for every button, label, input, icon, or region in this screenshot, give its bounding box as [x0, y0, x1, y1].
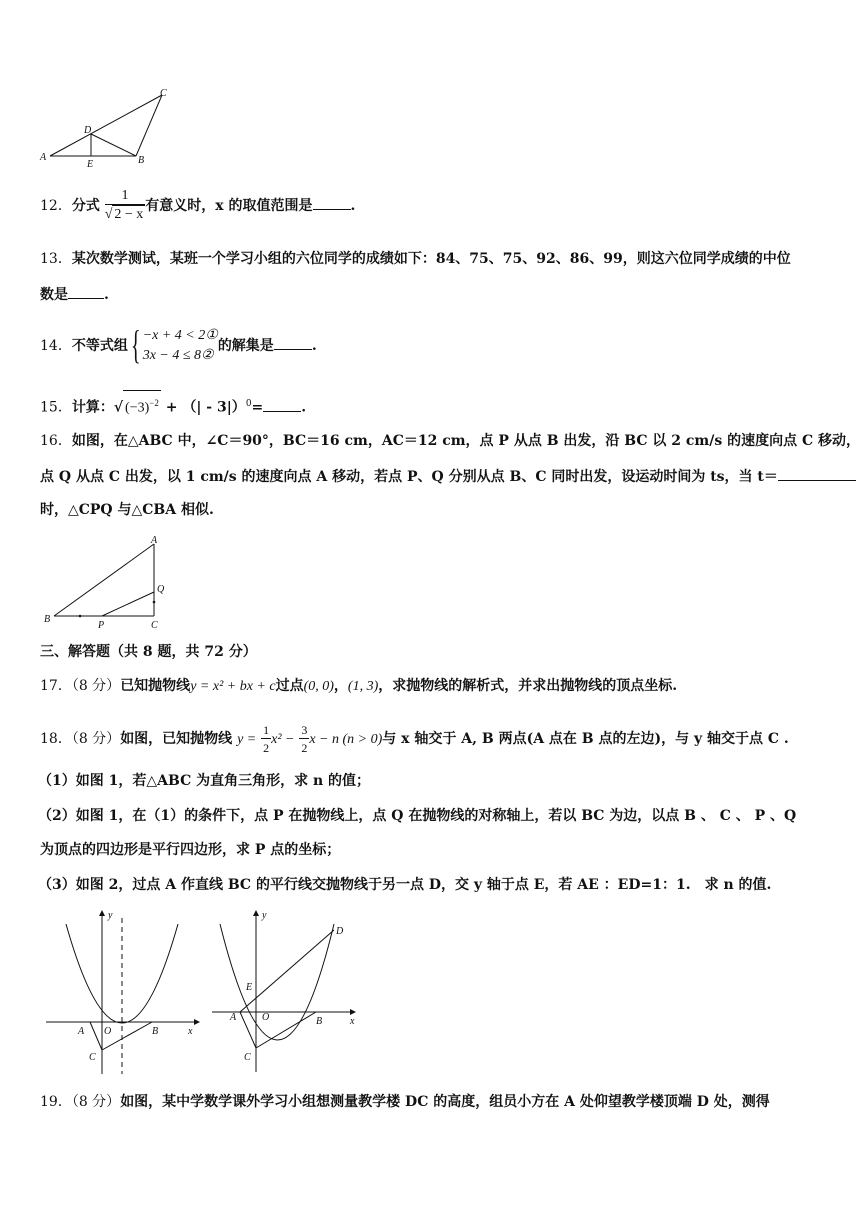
question-16-line1 [40, 431, 860, 451]
question-18-part3: （3）如图 2，过点 A 作直线 BC 的平行线交抛物线于另一点 D，交 y 轴于点 E，若 AE ：ED=1：1. 求 n 的值. [38, 877, 772, 893]
q17-mid: 过点 [275, 678, 304, 694]
label-P: P [98, 620, 105, 631]
q18-frac1-num: 1 [263, 722, 270, 737]
q14-prefix: 不等式组 [71, 338, 128, 354]
triangle-figure-16 [40, 534, 180, 634]
q18-fraction-1 [261, 722, 271, 757]
label-A: A [40, 152, 47, 163]
q15-end: . [301, 399, 307, 416]
label-E: E [246, 982, 253, 993]
q17-number: 17． [40, 678, 72, 694]
q18-y-equals: y = [237, 732, 257, 747]
q18-suffix: 与 x 轴交于 A, B 两点(A 点在 B 点的左边)，与 y 轴交于点 C . [382, 731, 789, 747]
q15-radicand: (−3) [125, 400, 150, 416]
q15-number: 15． [40, 399, 72, 416]
q17-point-2: (1, 3) [347, 679, 379, 694]
label-E: E [87, 159, 94, 168]
question-15: 15．计算：√ $(-3)^{-2}$ + （| - 3|）$^0$= . [40, 390, 306, 421]
question-18-part2-line1: （2）如图 1，在（1）的条件下，点 P 在抛物线上，点 Q 在抛物线的对称轴上，若以 BC 为边，以点 B 、 C 、 P 、Q [38, 808, 797, 824]
q12-radicand: 2 − x [114, 207, 144, 222]
q15-exponent: −2 [149, 398, 159, 408]
question-17 [40, 676, 677, 697]
q12-prefix: 分式 [71, 198, 100, 214]
q17-suffix: ，求抛物线的解析式，并求出抛物线的顶点坐标. [378, 678, 678, 694]
section-3-heading: 三、解答题（共 8 题，共 72 分） [40, 644, 257, 660]
q13-answer-blank[interactable] [68, 286, 104, 299]
axis-x: x [188, 1026, 193, 1037]
q19-number: 19． [40, 1094, 72, 1110]
q17-point-1: (0, 0) [303, 679, 334, 694]
question-14 [40, 323, 317, 369]
q18-score: （8 分） [71, 731, 121, 747]
q17-score: （8 分） [71, 678, 121, 694]
q13-text-2: 数是 [40, 287, 68, 303]
q15-abs-term: + （| - 3|） [160, 399, 246, 416]
q16-text-1: 如图，在△ABC 中，∠C＝90°，BC＝16 cm，AC＝12 cm，点 P 从点 B 出发，沿 BC 以 2 cm/s 的速度向点 C 移动， [71, 433, 860, 449]
q19-text: 如图，某中学数学课外学习小组想测量教学楼 DC 的高度，组员小方在 A 处仰望教学楼顶端 D 处，测得 [120, 1094, 770, 1110]
label-B: B [152, 1026, 159, 1037]
axis-x: x [350, 1016, 355, 1027]
q12-numerator: 1 [105, 188, 146, 205]
q17-separator: ， [333, 678, 348, 694]
q14-inequality-system: { −x + 4 < 2① 3x − 4 ≤ 8② [130, 322, 218, 367]
q18-frac1-den: 2 [263, 740, 270, 755]
parabola-figure-2 [210, 906, 370, 1078]
q17-prefix: 已知抛物线 [120, 678, 191, 694]
q15-prefix: 计算： [71, 399, 114, 416]
label-B: B [316, 1016, 323, 1027]
q16-number: 16． [40, 433, 72, 449]
q18-frac2-den: 2 [301, 740, 308, 755]
q14-suffix: 的解集是 [217, 338, 274, 354]
q15-radical [123, 390, 161, 421]
question-13-line2 [40, 285, 109, 305]
label-C: C [160, 88, 167, 99]
q18-frac2-num: 3 [301, 722, 308, 737]
label-B: B [138, 155, 145, 166]
q14-answer-blank[interactable] [274, 337, 312, 350]
label-A: A [78, 1026, 85, 1037]
label-B: B [44, 614, 51, 625]
label-D: D [336, 926, 344, 937]
q18-rest: x − n (n > 0) [309, 732, 383, 747]
q19-score: （8 分） [71, 1094, 121, 1110]
q12-suffix: 有意义时，x 的取值范围是 [145, 198, 313, 214]
label-D: D [84, 125, 92, 136]
q18-x-squared: x² − [271, 732, 295, 747]
q17-formula: y = x² + bx + c [190, 679, 276, 694]
label-O: O [262, 1012, 270, 1023]
q18-prefix: 如图，已知抛物线 [120, 731, 233, 747]
label-C: C [244, 1052, 251, 1063]
triangle-figure-top [38, 88, 178, 168]
label-A: A [151, 535, 158, 546]
q15-equals: = [251, 399, 264, 416]
question-12 [40, 188, 355, 224]
q12-answer-blank[interactable] [313, 197, 351, 210]
label-C: C [89, 1052, 96, 1063]
question-18-part2-line2: 为顶点的四边形是平行四边形，求 P 点的坐标； [40, 842, 341, 858]
question-16-line3 [40, 500, 214, 520]
question-18-part1: （1）如图 1，若△ABC 为直角三角形，求 n 的值； [38, 773, 371, 789]
q15-answer-blank[interactable] [263, 399, 301, 412]
q13-end: . [104, 287, 109, 303]
q18-number: 18． [40, 731, 72, 747]
q14-end: . [311, 338, 317, 354]
question-13-line1 [40, 249, 791, 269]
label-O: O [104, 1026, 112, 1037]
q16-text-3: 时，△CPQ 与△CBA 相似. [40, 502, 214, 518]
q14-number: 14． [40, 338, 72, 354]
q12-end: . [350, 198, 356, 214]
question-16-line2 [40, 467, 856, 487]
q12-fraction: $\frac{1}{√ 2 - x}$ [104, 188, 144, 222]
axis-y: y [262, 910, 267, 921]
parabola-figure-1 [44, 906, 204, 1078]
label-C: C [151, 620, 158, 631]
label-Q: Q [157, 584, 165, 595]
q15-zero-exponent: 0 [245, 399, 252, 409]
q13-number: 13． [40, 251, 72, 267]
q13-text-1: 某次数学测试，某班一个学习小组的六位同学的成绩如下：84、75、75、92、86、99，则这六位同学成绩的中位 [71, 251, 791, 267]
q16-text-2: 点 Q 从点 C 出发，以 1 cm/s 的速度向点 A 移动，若点 P、Q 分别从点 B、C 同时出发，设运动时间为 ts，当 t＝ [40, 469, 778, 485]
q16-answer-blank[interactable] [778, 468, 856, 481]
axis-y: y [108, 910, 113, 921]
label-A: A [230, 1012, 237, 1023]
q14-inequality-2: 3x − 4 ≤ 8② [142, 348, 214, 363]
q18-fraction-2 [299, 722, 309, 757]
q12-number: 12． [40, 198, 72, 214]
q14-inequality-1: −x + 4 < 2① [142, 328, 218, 343]
question-19 [40, 1092, 770, 1112]
question-18 [40, 719, 789, 760]
